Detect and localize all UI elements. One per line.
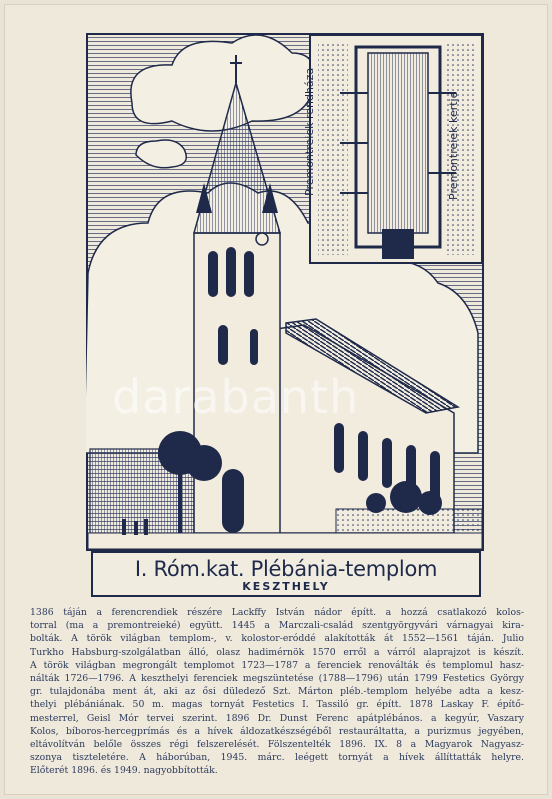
description-line: Kolos, bíboros-hercegprímás és a hívek áldozatkészségéből restauráltatta, a purizmus jegyében, [30, 725, 524, 737]
church-illustration [86, 33, 484, 557]
watermark: darabanth [112, 370, 360, 424]
description-line: A török világban megrongált templomot 1723—1787 a ferenciek renoválták és templomul hasz- [30, 659, 524, 671]
description-line: mesterrel, Geisl Mór tervei szerint. 1896 Dr. Dunst Ferenc apátplébános. a kegyúr, Vaszary [30, 712, 524, 724]
page-title: I. Róm.kat. Plébánia-templom [134, 557, 438, 581]
figures [122, 519, 148, 535]
description-line: gr. tulajdonába ment át, aki az ősi düledező Szt. Márton pléb.-templom helyébe adta a kesz- [30, 686, 524, 698]
description-line: szonya tiszteletére. A háborúban, 1945. márc. leégett tornyát a hívek állíttatták helyre. [30, 752, 524, 764]
description [30, 606, 524, 778]
title-box [91, 551, 481, 597]
description-line: nálták 1726—1796. A keszthelyi ferenciek megszüntetése (1788—1796) után 1799 Festetics György [30, 673, 524, 685]
plan-label-right: Premontreiek kertje [447, 91, 460, 200]
description-line: Előterét 1896. és 1949. nagyobbították. [30, 765, 218, 777]
place-name: KESZTHELY [242, 580, 330, 593]
description-line: bolták. A török világban templom-, v. kolostor-eróddé alakították át 1552—1561 táján. Julio [30, 633, 524, 645]
description-line: Turkho Habsburg-szolgálatban álló, olasz hadimérnök 1570 erről a várról alaprajzot is készít. [30, 646, 524, 658]
plan-label-left: Premontreiek rendháza [303, 67, 316, 196]
description-line: 1386 táján a ferencrendiek részére Lackffy István nádor építt. a hozzá csatlakozó kolos- [30, 607, 524, 618]
description-line: thelyi plébániának. 50 m. magas tornyát Festetics I. Tassiló gr. építt. 1878 Laskay F. építő- [30, 699, 524, 711]
description-line: torral (ma a premontreieké) együtt. 1445 a Marczali-család szentgyörgyvári várnagyai kira- [30, 620, 524, 632]
description-line: eltávolítván belőle összes régi felszerelését. Fölszentelték 1896. IX. 8 a Magyarok Nagyasz- [30, 739, 524, 751]
